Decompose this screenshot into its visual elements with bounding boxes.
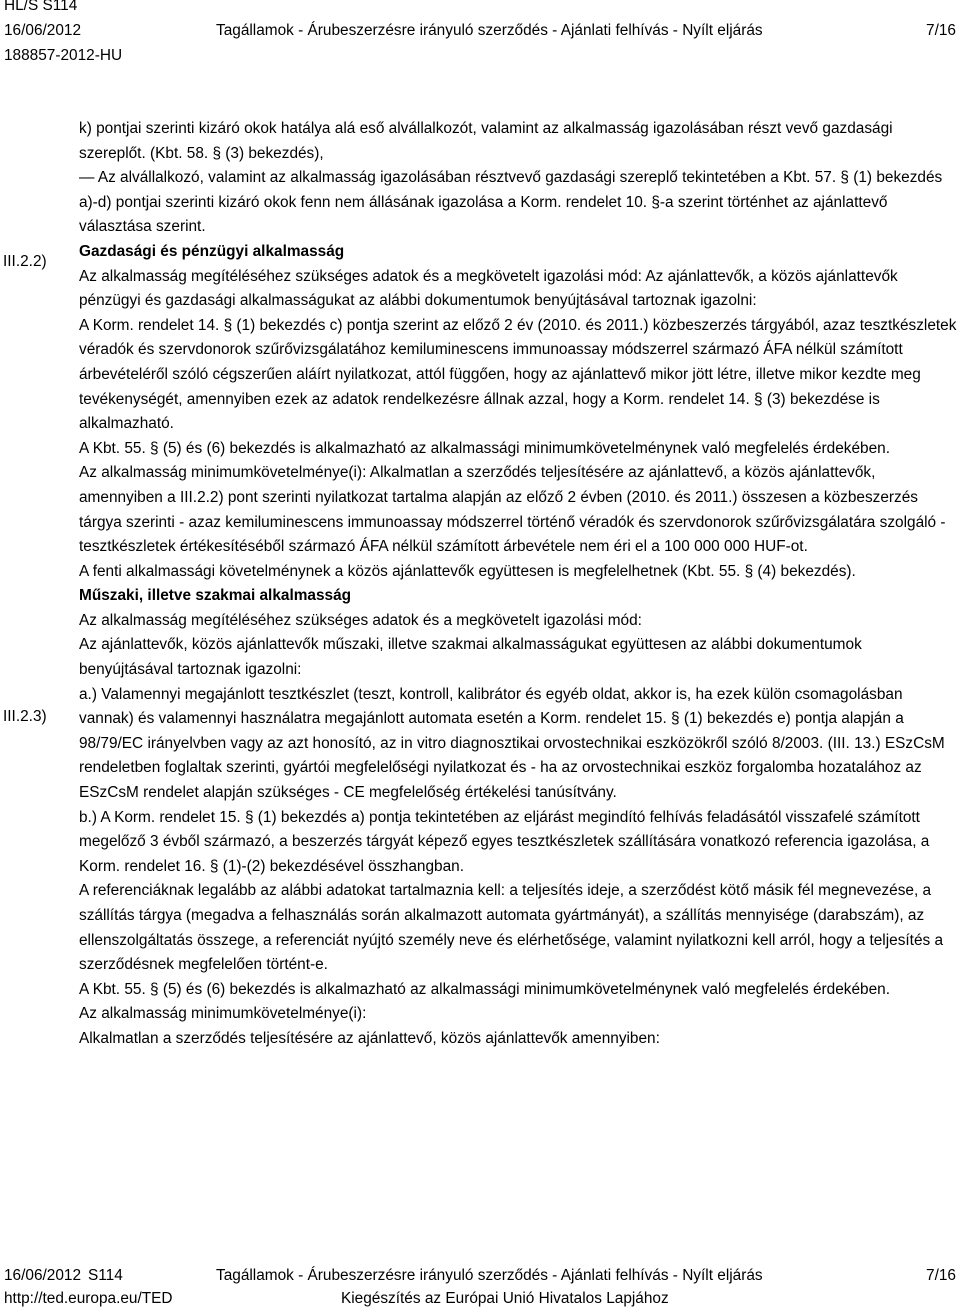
paragraph: Az alkalmasság minimumkövetelménye(i): Alkalmatlan a szerződés teljesítésére az ajánlattevő, a közös ajánlattevők, amennyiben a III.2.2) pont szerinti nyilatkozat tartalma alapján az előző 2 évben (2010. és 2011.) összesen a közbeszerzés tárgya szerinti - azaz kemiluminescens immunoassay módszerrel történő véradók és szervdonorok szűrővizsgálatára szolgáló - tesztkészletek értékesítéséből származó ÁFA nélkül számított árbevétele nem éri el a 100 000 000 HUF-ot. (79, 464, 946, 556)
footer-series: S114 (88, 1267, 123, 1284)
header-date: 16/06/2012 (4, 22, 82, 39)
paragraph: Az alkalmasság megítéléséhez szükséges adatok és a megkövetelt igazolási mód: Az ajánlattevők, a közös ajánlattevők pénzügyi és gazdasági alkalmasságukat az alábbi dokumentumok benyújtásával tartoznak igazolni: (79, 267, 898, 310)
paragraph: Az alkalmasság minimumkövetelménye(i): (79, 1005, 367, 1023)
paragraph: — Az alvállalkozó, valamint az alkalmasság igazolásában résztvevő gazdasági szereplő tekintetében a Kbt. 57. § (1) bekezdés a)-d) pontjai szerinti kizáró okok fenn nem állásának igazolása a Korm. rendelet 10. §-a szerint történhet az ajánlattevő választása szerint. (79, 169, 943, 236)
paragraph: Alkalmatlan a szerződés teljesítésére az ajánlattevő, közös ajánlattevők amennyiben: (79, 1029, 660, 1047)
header-title: Tagállamok - Árubeszerzésre irányuló szerződés - Ajánlati felhívás - Nyílt eljárás (216, 22, 763, 39)
doc-id: HL/S S114 (4, 0, 78, 14)
paragraph: k) pontjai szerinti kizáró okok hatálya alá eső alvállalkozót, valamint az alkalmasság igazolásában részt vevő gazdasági szereplőt. (Kbt. 58. § (3) bekezdés), (79, 120, 893, 162)
paragraph: Az ajánlattevők, közös ajánlattevők műszaki, illetve szakmai alkalmasságukat együttesen az alábbi dokumentumok benyújtásával tartoznak igazolni: (79, 636, 862, 679)
paragraph: A Kbt. 55. § (5) és (6) bekezdés is alkalmazható az alkalmassági minimumkövetelménynek való megfelelés érdekében. (79, 980, 890, 998)
section-heading-financial: Gazdasági és pénzügyi alkalmasság (79, 242, 345, 260)
notice-number: 188857-2012-HU (4, 47, 123, 64)
paragraph: A Kbt. 55. § (5) és (6) bekezdés is alkalmazható az alkalmassági minimumkövetelménynek való megfelelés érdekében. (79, 439, 890, 457)
section-number-iii-2-3: III.2.3) (3, 708, 47, 725)
paragraph: A Korm. rendelet 14. § (1) bekezdés c) pontja szerint az előző 2 év (2010. és 2011.) közbeszerzés tárgyából, azaz tesztkészletek véradók és szervdonorok szűrővizsgálatához kemiluminescens immunoassay módszerrel származó ÁFA nélkül számított árbevételéről szóló cégszerűen aláírt nyilatkozat, attól függően, hogy az ajánlattevő mikor jött létre, illetve mikor kezdte meg tevékenységét, amennyiben ezek az adatok rendelkezésre állnak azzal, hogy a Korm. rendelet 14. § (3) bekezdése is alkalmazható. (79, 316, 957, 433)
footer-page-number: 7/16 (926, 1267, 956, 1284)
footer-title: Tagállamok - Árubeszerzésre irányuló szerződés - Ajánlati felhívás - Nyílt eljárás (216, 1267, 763, 1284)
paragraph: Az alkalmasság megítéléséhez szükséges adatok és a megkövetelt igazolási mód: (79, 611, 642, 629)
paragraph: b.) A Korm. rendelet 15. § (1) bekezdés a) pontja tekintetében az eljárást megindító felhívás feladásától visszafelé számított megelőző 3 évből származó, a beszerzés tárgyát képező egyes tesztkészletek szállítására vonatkozó referencia igazolása, a Korm. rendelet 16. § (1)-(2) bekezdésével összhangban. (79, 808, 930, 875)
header-page-number: 7/16 (926, 22, 956, 39)
section-heading-technical: Műszaki, illetve szakmai alkalmasság (79, 587, 352, 605)
footer-publisher: Kiegészítés az Európai Unió Hivatalos Lapjához (341, 1290, 669, 1307)
footer-date: 16/06/2012 (4, 1267, 82, 1284)
paragraph: A fenti alkalmassági követelménynek a közös ajánlattevők együttesen is megfelelhetnek (Kbt. 55. § (4) bekezdés). (79, 562, 856, 580)
main-content (79, 117, 957, 1052)
paragraph: A referenciáknak legalább az alábbi adatokat tartalmaznia kell: a teljesítés ideje, a szerződést kötő másik fél megnevezése, a szállítás tárgya (megadva a felhasználás során alkalmazott automata gyártmányát), a szállítás mennyisége (darabszám), az ellenszolgáltatás összege, a referenciát nyújtó személy neve és elérhetősége, valamint nyilatkozni kell arról, hogy a teljesítés a szerződésnek megfelelően történt-e. (79, 882, 944, 974)
paragraph: a.) Valamennyi megajánlott tesztkészlet (teszt, kontroll, kalibrátor és egyéb oldat, akkor is, ha ezek külön csomagolásban vannak) és valamennyi használatra megajánlott automata esetén a Korm. rendelet 15. § (1) bekezdés e) pontja alapján a 98/79/EC irányelvben vagy az azt honosító, az in vitro diagnosztikai orvostechnikai eszközökről szóló 8/2003. (III. 13.) ESzCsM rendeletben foglaltak szerinti, gyártói megfelelőségi nyilatkozat és - ha az orvostechnikai eszköz forgalomba hozatalához az ESzCsM rendelet alapján szükséges - CE megfelelőség értékelési tanúsítvány. (79, 685, 945, 802)
footer-url-link[interactable]: http://ted.europa.eu/TED (4, 1290, 173, 1307)
section-number-iii-2-2: III.2.2) (3, 253, 47, 270)
